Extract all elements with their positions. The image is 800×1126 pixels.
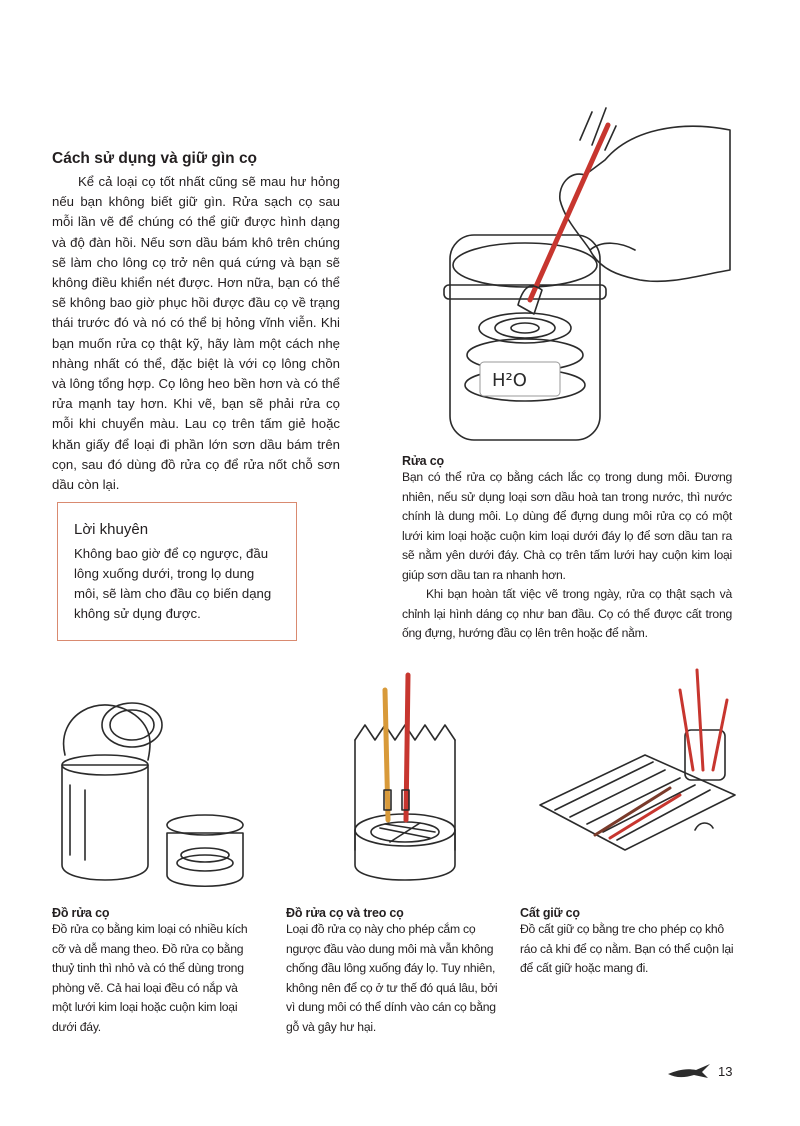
caption-do-rua-treo-body: Loại đồ rửa cọ này cho phép cắm cọ ngược đầu vào dung môi mà vẫn không chống đầu lông xuống đáy lọ. Tuy nhiên, không nên để cọ ở tư thế đó quá lâu, bởi vì dung môi có thể dính vào cán cọ bằng gỗ và gây hư hại.	[286, 922, 498, 1034]
swallow-ornament-icon	[666, 1062, 712, 1082]
caption-do-rua-co	[52, 906, 252, 1037]
caption-do-rua-treo-title: Đồ rửa cọ và treo cọ	[286, 906, 404, 920]
jar-label-text: H²O	[492, 370, 527, 391]
solvent-surface	[453, 243, 597, 287]
mat-brush-2	[610, 795, 680, 838]
metal-washer	[62, 765, 148, 880]
caption-cat-giu-co-title: Cất giữ cọ	[520, 906, 580, 920]
caption-rua-co-title: Rửa cọ	[402, 454, 444, 468]
tip-box	[57, 502, 297, 641]
brush-handle-yellow	[385, 690, 388, 820]
caption-cat-giu-co	[520, 906, 735, 979]
tip-title: Lời khuyên	[74, 521, 149, 538]
bamboo-mat-illustration	[535, 660, 765, 860]
mat-brush-1	[595, 788, 670, 835]
caption-rua-co-p2: Khi bạn hoàn tất việc vẽ trong ngày, rửa cọ thật sạch và chỉnh lại hình dáng cọ như ban đầu. Cọ có thể được cất trong ống đựng, hướng đầu cọ lên trên hoặc để nằm.	[402, 587, 732, 640]
hand	[560, 126, 730, 281]
brush-handle	[530, 125, 608, 300]
caption-do-rua-co-body: Đồ rửa cọ bằng kim loại có nhiều kích cỡ và dễ mang theo. Đồ rửa cọ bằng thuỷ tinh thì nhỏ và có thể dùng trong phòng vẽ. Cả hai loại đều có nắp và một lưới kim loại hoặc cuộn kim loại dưới đáy.	[52, 922, 248, 1034]
tip-body: Không bao giờ để cọ ngược, đầu lông xuống dưới, trong lọ dung môi, sẽ làm cho đầu cọ biến dạng không sử dụng được.	[74, 546, 272, 621]
glass-washer-lid	[167, 815, 243, 835]
section-body: Kể cả loại cọ tốt nhất cũng sẽ mau hư hỏng nếu bạn không biết giữ gìn. Rửa sạch cọ sau mỗi lần vẽ để chúng có thể giữ được hình dạng và độ đàn hồi. Nếu sơn dầu bám khô trên chúng sẽ làm cho lông cọ trở nên quá cứng và bạn sẽ không điều khiển nét được. Hơn nữa, bạn có thể sẽ không bao giờ phục hồi được đầu cọ về trạng thái trước đó và nó có thể bị hỏng vĩnh viễn. Khi bạn muốn rửa cọ thật kỹ, hãy làm một cách nhẹ nhàng nhất có thể, đặc biệt là với cọ lông chồn và lông tổng hợp. Cọ lông heo bền hơn và có thể rửa mạnh tay hơn. Khi vẽ, bạn sẽ phải rửa cọ mỗi khi chuyển màu. Lau cọ trên tấm giẻ hoặc khăn giấy để loại đi phần lớn sơn dầu bám trên cọn, sau đó dùng đồ rửa cọ để rửa nốt chỗ sơn dầu còn lại.	[52, 174, 340, 493]
brush-handle-red	[406, 675, 408, 820]
can-shading	[70, 785, 85, 860]
brush-washing-jar-illustration	[430, 100, 750, 455]
page-number: 13	[718, 1064, 733, 1079]
caption-rua-co-p1: Bạn có thể rửa cọ bằng cách lắc cọ trong dung môi. Đương nhiên, nếu sử dụng loại sơn dầu hoà tan trong nước, thì nước chính là dung môi. Lọ dùng để đựng dung môi rửa cọ có một lưới kim loại hoặc cuộn kim loại dưới đáy lọ để sơn dầu tan ra sẽ nằm yên dưới đáy. Chà cọ trên tấm lưới hay cuộn kim loại giúp sơn dầu tan ra nhanh hơn.	[402, 470, 732, 582]
washer-brush-holder-illustration	[340, 660, 470, 895]
section-title: Cách sử dụng và giữ gìn cọ	[52, 150, 258, 167]
brush-washers-illustration	[40, 695, 260, 895]
caption-cat-giu-co-body: Đồ cất giữ cọ bằng tre cho phép cọ khô ráo cả khi để cọ nằm. Bạn có thể cuộn lại để cất giữ hoặc mang đi.	[520, 922, 734, 975]
caption-rua-co	[402, 454, 732, 644]
caption-do-rua-treo	[286, 906, 502, 1037]
caption-do-rua-co-title: Đồ rửa cọ	[52, 906, 110, 920]
